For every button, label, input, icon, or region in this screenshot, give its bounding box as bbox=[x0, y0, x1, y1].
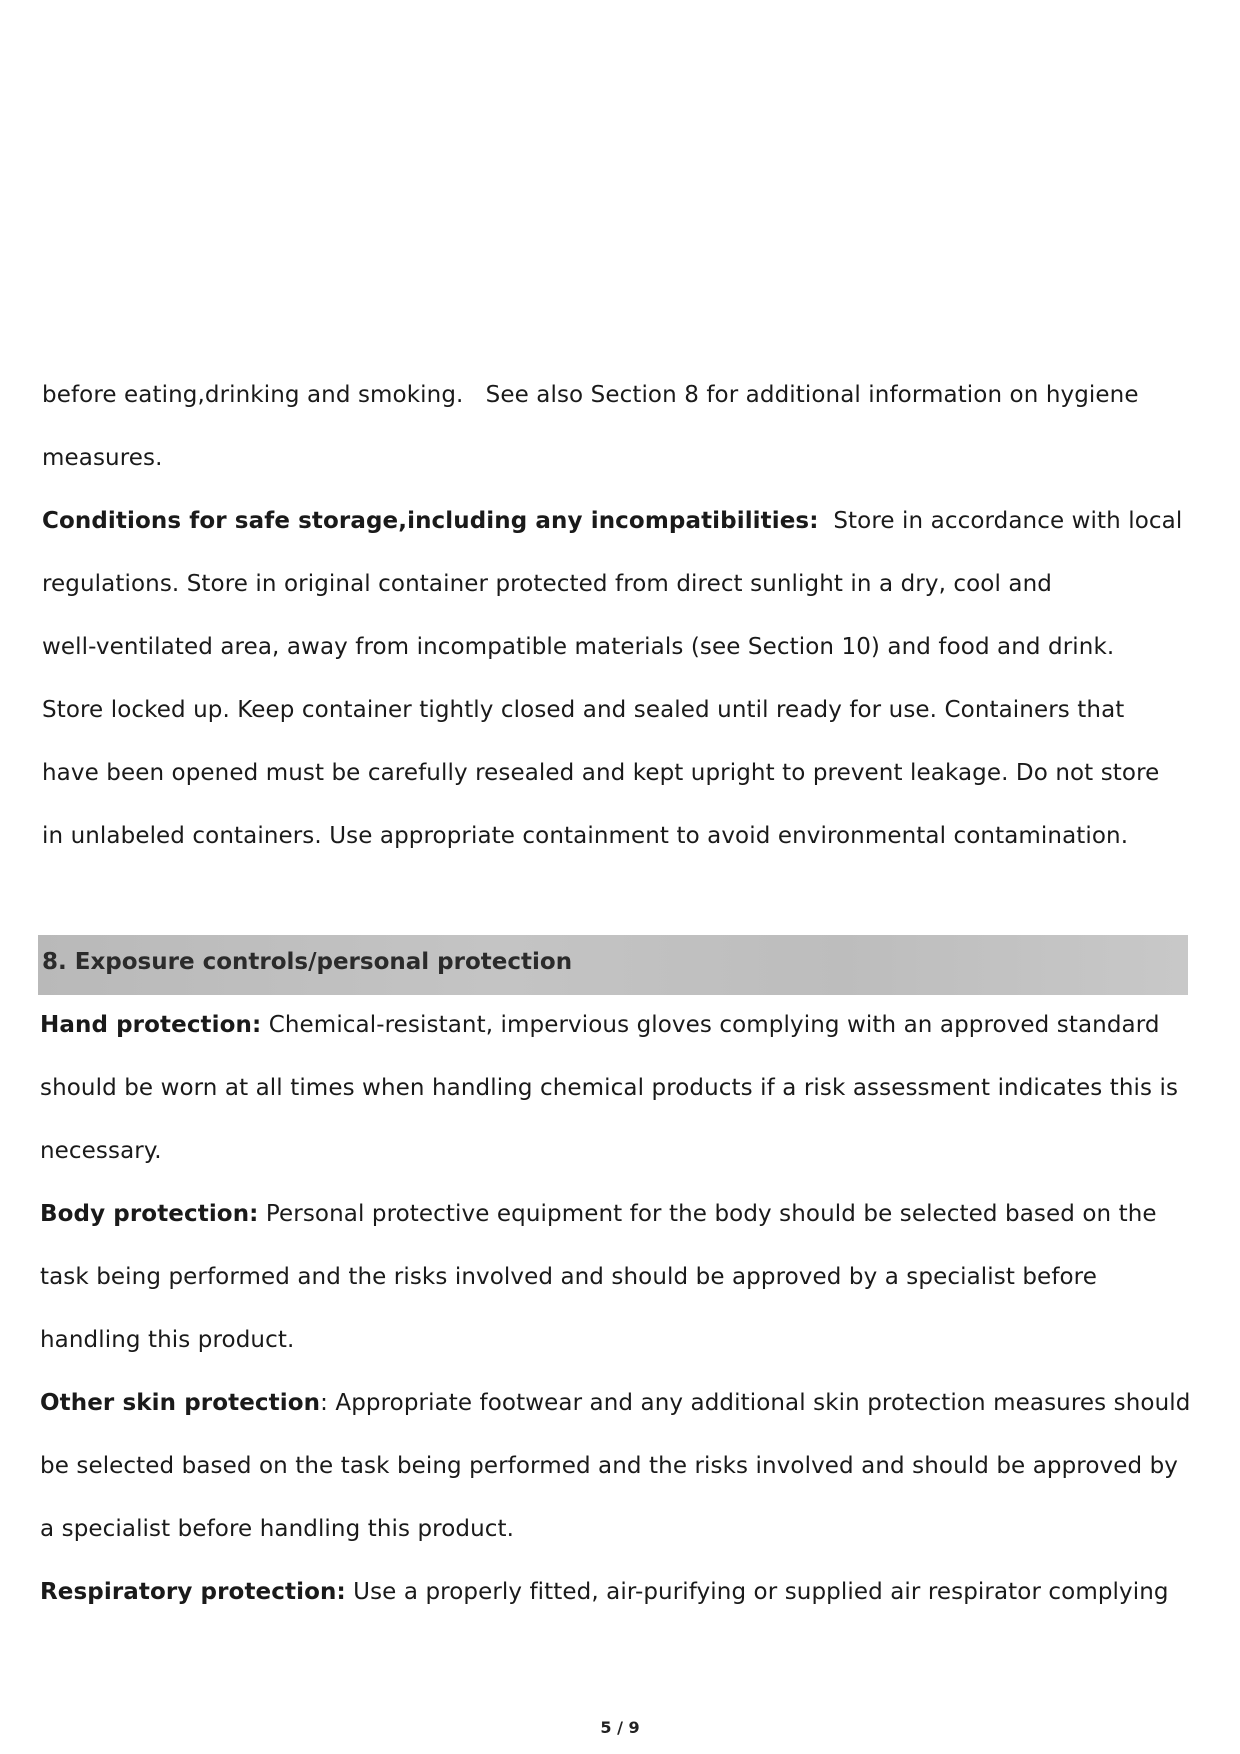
other-skin-protection-label: Other skin protection bbox=[40, 1390, 321, 1416]
storage-conditions-text-line: well-ventilated area, away from incompatible materials (see Section 10) and food and drink. bbox=[42, 634, 1115, 660]
hand-protection-text: Chemical-resistant, impervious gloves complying with an approved standard bbox=[261, 1012, 1160, 1038]
hand-protection-text-line: should be worn at all times when handling chemical products if a risk assessment indicates this is bbox=[40, 1075, 1179, 1101]
storage-section bbox=[42, 364, 1182, 868]
storage-conditions-text-line: Store locked up. Keep container tightly closed and sealed until ready for use. Containers that bbox=[42, 697, 1125, 723]
storage-conditions-paragraph bbox=[42, 490, 1182, 553]
respiratory-protection-text: Use a properly fitted, air-purifying or supplied air respirator complying bbox=[345, 1579, 1169, 1605]
other-skin-protection-text-line: a specialist before handling this product. bbox=[40, 1516, 515, 1542]
section-8-title: 8. Exposure controls/personal protection bbox=[42, 949, 573, 975]
hand-protection-paragraph bbox=[40, 994, 1190, 1057]
storage-conditions-label: Conditions for safe storage,including any incompatibilities: bbox=[42, 508, 819, 534]
body-protection-text-line: handling this product. bbox=[40, 1327, 295, 1353]
storage-conditions-text-line: regulations. Store in original container protected from direct sunlight in a dry, cool and bbox=[42, 571, 1052, 597]
hand-protection-label: Hand protection: bbox=[40, 1012, 262, 1038]
body-protection-paragraph bbox=[40, 1183, 1190, 1246]
respiratory-protection-paragraph bbox=[40, 1561, 1190, 1624]
other-skin-protection-text-line: be selected based on the task being performed and the risks involved and should be approved by bbox=[40, 1453, 1179, 1479]
section-8-header bbox=[38, 935, 1188, 995]
hygiene-text-line: measures. bbox=[42, 445, 163, 471]
storage-conditions-text-line: in unlabeled containers. Use appropriate containment to avoid environmental contamination. bbox=[42, 823, 1129, 849]
other-skin-protection-text: : Appropriate footwear and any additional skin protection measures should bbox=[320, 1390, 1191, 1416]
hand-protection-text-line: necessary. bbox=[40, 1138, 162, 1164]
body-protection-text: Personal protective equipment for the body should be selected based on the bbox=[258, 1201, 1157, 1227]
respiratory-protection-label: Respiratory protection: bbox=[40, 1579, 346, 1605]
body-protection-label: Body protection: bbox=[40, 1201, 259, 1227]
page-number: 5 / 9 bbox=[600, 1718, 640, 1737]
storage-conditions-text-line: have been opened must be carefully resealed and kept upright to prevent leakage. Do not store bbox=[42, 760, 1160, 786]
hygiene-text-line: before eating,drinking and smoking. See also Section 8 for additional information on hygiene bbox=[42, 382, 1139, 408]
storage-conditions-text: Store in accordance with local bbox=[818, 508, 1183, 534]
body-protection-text-line: task being performed and the risks involved and should be approved by a specialist before bbox=[40, 1264, 1097, 1290]
exposure-controls-section bbox=[40, 994, 1190, 1624]
other-skin-protection-paragraph bbox=[40, 1372, 1190, 1435]
